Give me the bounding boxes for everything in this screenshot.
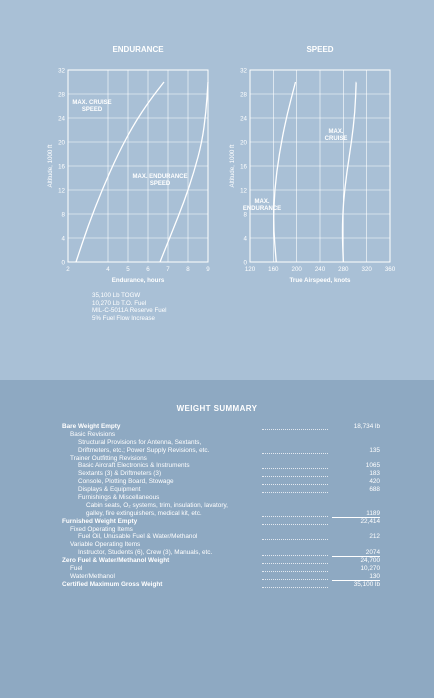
y-tick-label: 24: [58, 115, 65, 123]
weight-row-value: 212: [369, 533, 380, 541]
weight-row-label: Fuel: [70, 565, 83, 573]
weight-row: [62, 526, 380, 534]
y-tick-label: 32: [58, 67, 65, 75]
weight-row-value: 1065: [365, 462, 380, 470]
weight-row: [62, 470, 380, 478]
weight-row: [62, 549, 380, 557]
x-axis-label: Endurance, hours: [111, 277, 165, 284]
y-tick-label: 4: [61, 235, 65, 243]
x-tick-label: 5: [126, 266, 130, 273]
speed-chart: [212, 38, 412, 328]
y-tick-label: 20: [240, 139, 247, 147]
y-tick-label: 28: [240, 91, 247, 99]
weight-row-value: 688: [369, 486, 380, 494]
chart-notes: [92, 292, 167, 322]
x-tick-label: 160: [268, 266, 279, 273]
weight-row-label: Trainer Outfitting Revisions: [70, 454, 147, 462]
x-tick-label: 9: [206, 266, 210, 273]
weight-row-label: Fuel Oil, Unusable Fuel & Water/Methanol: [78, 533, 198, 541]
series-label: MAX.: [328, 129, 344, 135]
y-tick-label: 20: [58, 139, 65, 147]
chart-title: ENDURANCE: [112, 45, 164, 54]
weight-row-value: 135: [369, 446, 380, 454]
endurance-chart: [30, 38, 230, 328]
weight-row-value: 1189: [332, 510, 380, 518]
x-tick-label: 240: [314, 266, 326, 273]
weight-row-value: 24,700: [360, 557, 380, 565]
note-line: MIL-C-5011A Reserve Fuel: [92, 307, 167, 315]
note-line: 10,270 Lb T.O. Fuel: [92, 299, 147, 307]
weight-row: [62, 423, 380, 431]
weight-row: [62, 447, 380, 455]
weight-row-label: Structural Provisions for Antenna, Sextants,: [78, 438, 202, 446]
weight-row-value: 18,734 lb: [353, 423, 380, 430]
x-tick-label: 4: [106, 266, 110, 273]
weight-row: [62, 510, 380, 518]
y-tick-label: 12: [58, 187, 65, 195]
chart-title: SPEED: [306, 45, 334, 54]
weight-row-label: galley, fire extinguishers, medical kit, etc.: [86, 509, 202, 517]
weight-row-value: 420: [369, 478, 380, 486]
weight-row: [62, 486, 380, 494]
weight-row: [62, 439, 380, 447]
y-tick-label: 0: [61, 259, 65, 267]
x-tick-label: 6: [146, 266, 150, 273]
series-label: ENDURANCE: [242, 206, 282, 212]
weight-row-label: Displays & Equipment: [78, 486, 141, 494]
series-label: MAX. ENDURANCE: [132, 174, 188, 180]
weight-row-label: Cabin seats, O₂ systems, trim, insulation, lavatory,: [86, 501, 228, 509]
x-tick-label: 360: [384, 266, 396, 273]
y-tick-label: 16: [240, 163, 247, 171]
series-label: CRUISE: [324, 136, 348, 142]
weight-row: [62, 533, 380, 541]
weight-row: [62, 518, 380, 526]
weight-row-label: Sextants (3) & Driftmeters (3): [78, 470, 162, 478]
weight-row: [62, 581, 380, 589]
y-tick-label: 12: [240, 187, 247, 195]
y-tick-label: 28: [58, 91, 65, 99]
note-line: 5% Fuel Flow Increase: [92, 314, 155, 322]
weight-row: [62, 462, 380, 470]
weight-row: [62, 431, 380, 439]
weight-row-label: Basic Revisions: [70, 430, 116, 438]
series-line: [274, 82, 296, 262]
weight-row-value: 130: [332, 573, 380, 581]
note-line: 35,100 Lb TOGW: [92, 292, 141, 299]
weight-row-label: Furnishings & Miscellaneous: [78, 494, 160, 502]
y-tick-label: 4: [243, 235, 247, 243]
weight-row-label: Instructor, Students (6), Crew (3), Manuals, etc.: [78, 549, 213, 557]
x-tick-label: 200: [291, 266, 302, 273]
weight-row: [62, 565, 380, 573]
weight-row: [62, 541, 380, 549]
weight-row-value: 10,270: [360, 565, 380, 573]
weight-row-label: Driftmeters, etc.; Power Supply Revisions, etc.: [78, 446, 210, 454]
x-tick-label: 8: [186, 266, 190, 273]
series-line: [342, 82, 356, 262]
weight-summary-table: [62, 423, 380, 589]
y-tick-label: 8: [243, 211, 247, 219]
weight-row-value: 183: [369, 470, 380, 478]
x-tick-label: 120: [244, 266, 256, 273]
y-tick-label: 0: [243, 259, 247, 267]
weight-row-value: 22,414: [360, 517, 380, 525]
weight-row: [62, 494, 380, 502]
series-label: MAX. CRUISE: [72, 100, 112, 106]
weight-row-label: Furnished Weight Empty: [62, 517, 138, 525]
weight-summary-title: WEIGHT SUMMARY: [176, 404, 258, 413]
series-label: SPEED: [149, 181, 171, 187]
weight-row: [62, 502, 380, 510]
weight-row: [62, 478, 380, 486]
weight-row-label: Variable Operating Items: [70, 541, 141, 549]
weight-row-label: Basic Aircraft Electronics & Instruments: [78, 462, 190, 470]
weight-row-value: 35,100 lb: [353, 580, 380, 588]
series-label: MAX.: [254, 199, 270, 205]
weight-row-label: Console, Plotting Board, Stowage: [78, 478, 174, 486]
weight-row-label: Bare Weight Empty: [62, 423, 121, 430]
y-axis-label: Altitude, 1000 ft: [47, 144, 54, 188]
weight-row-label: Certified Maximum Gross Weight: [62, 580, 163, 588]
weight-row: [62, 557, 380, 565]
weight-row: [62, 455, 380, 463]
weight-row-label: Fixed Operating Items: [70, 525, 133, 533]
y-tick-label: 24: [240, 115, 247, 123]
y-tick-label: 16: [58, 163, 65, 171]
weight-row-value: 2074: [332, 549, 380, 557]
x-tick-label: 280: [338, 266, 349, 273]
y-tick-label: 8: [61, 211, 65, 219]
x-tick-label: 320: [361, 266, 372, 273]
weight-row-label: Water/Methanol: [70, 572, 115, 580]
x-tick-label: 2: [66, 266, 70, 273]
series-line: [160, 82, 208, 262]
series-label: SPEED: [81, 107, 103, 113]
weight-row: [62, 573, 380, 581]
weight-row-label: Zero Fuel & Water/Methanol Weight: [62, 557, 170, 565]
y-axis-label: Altitude, 1000 ft: [229, 144, 236, 188]
x-tick-label: 7: [166, 266, 170, 273]
y-tick-label: 32: [240, 67, 247, 75]
x-axis-label: True Airspeed, knots: [289, 277, 351, 284]
